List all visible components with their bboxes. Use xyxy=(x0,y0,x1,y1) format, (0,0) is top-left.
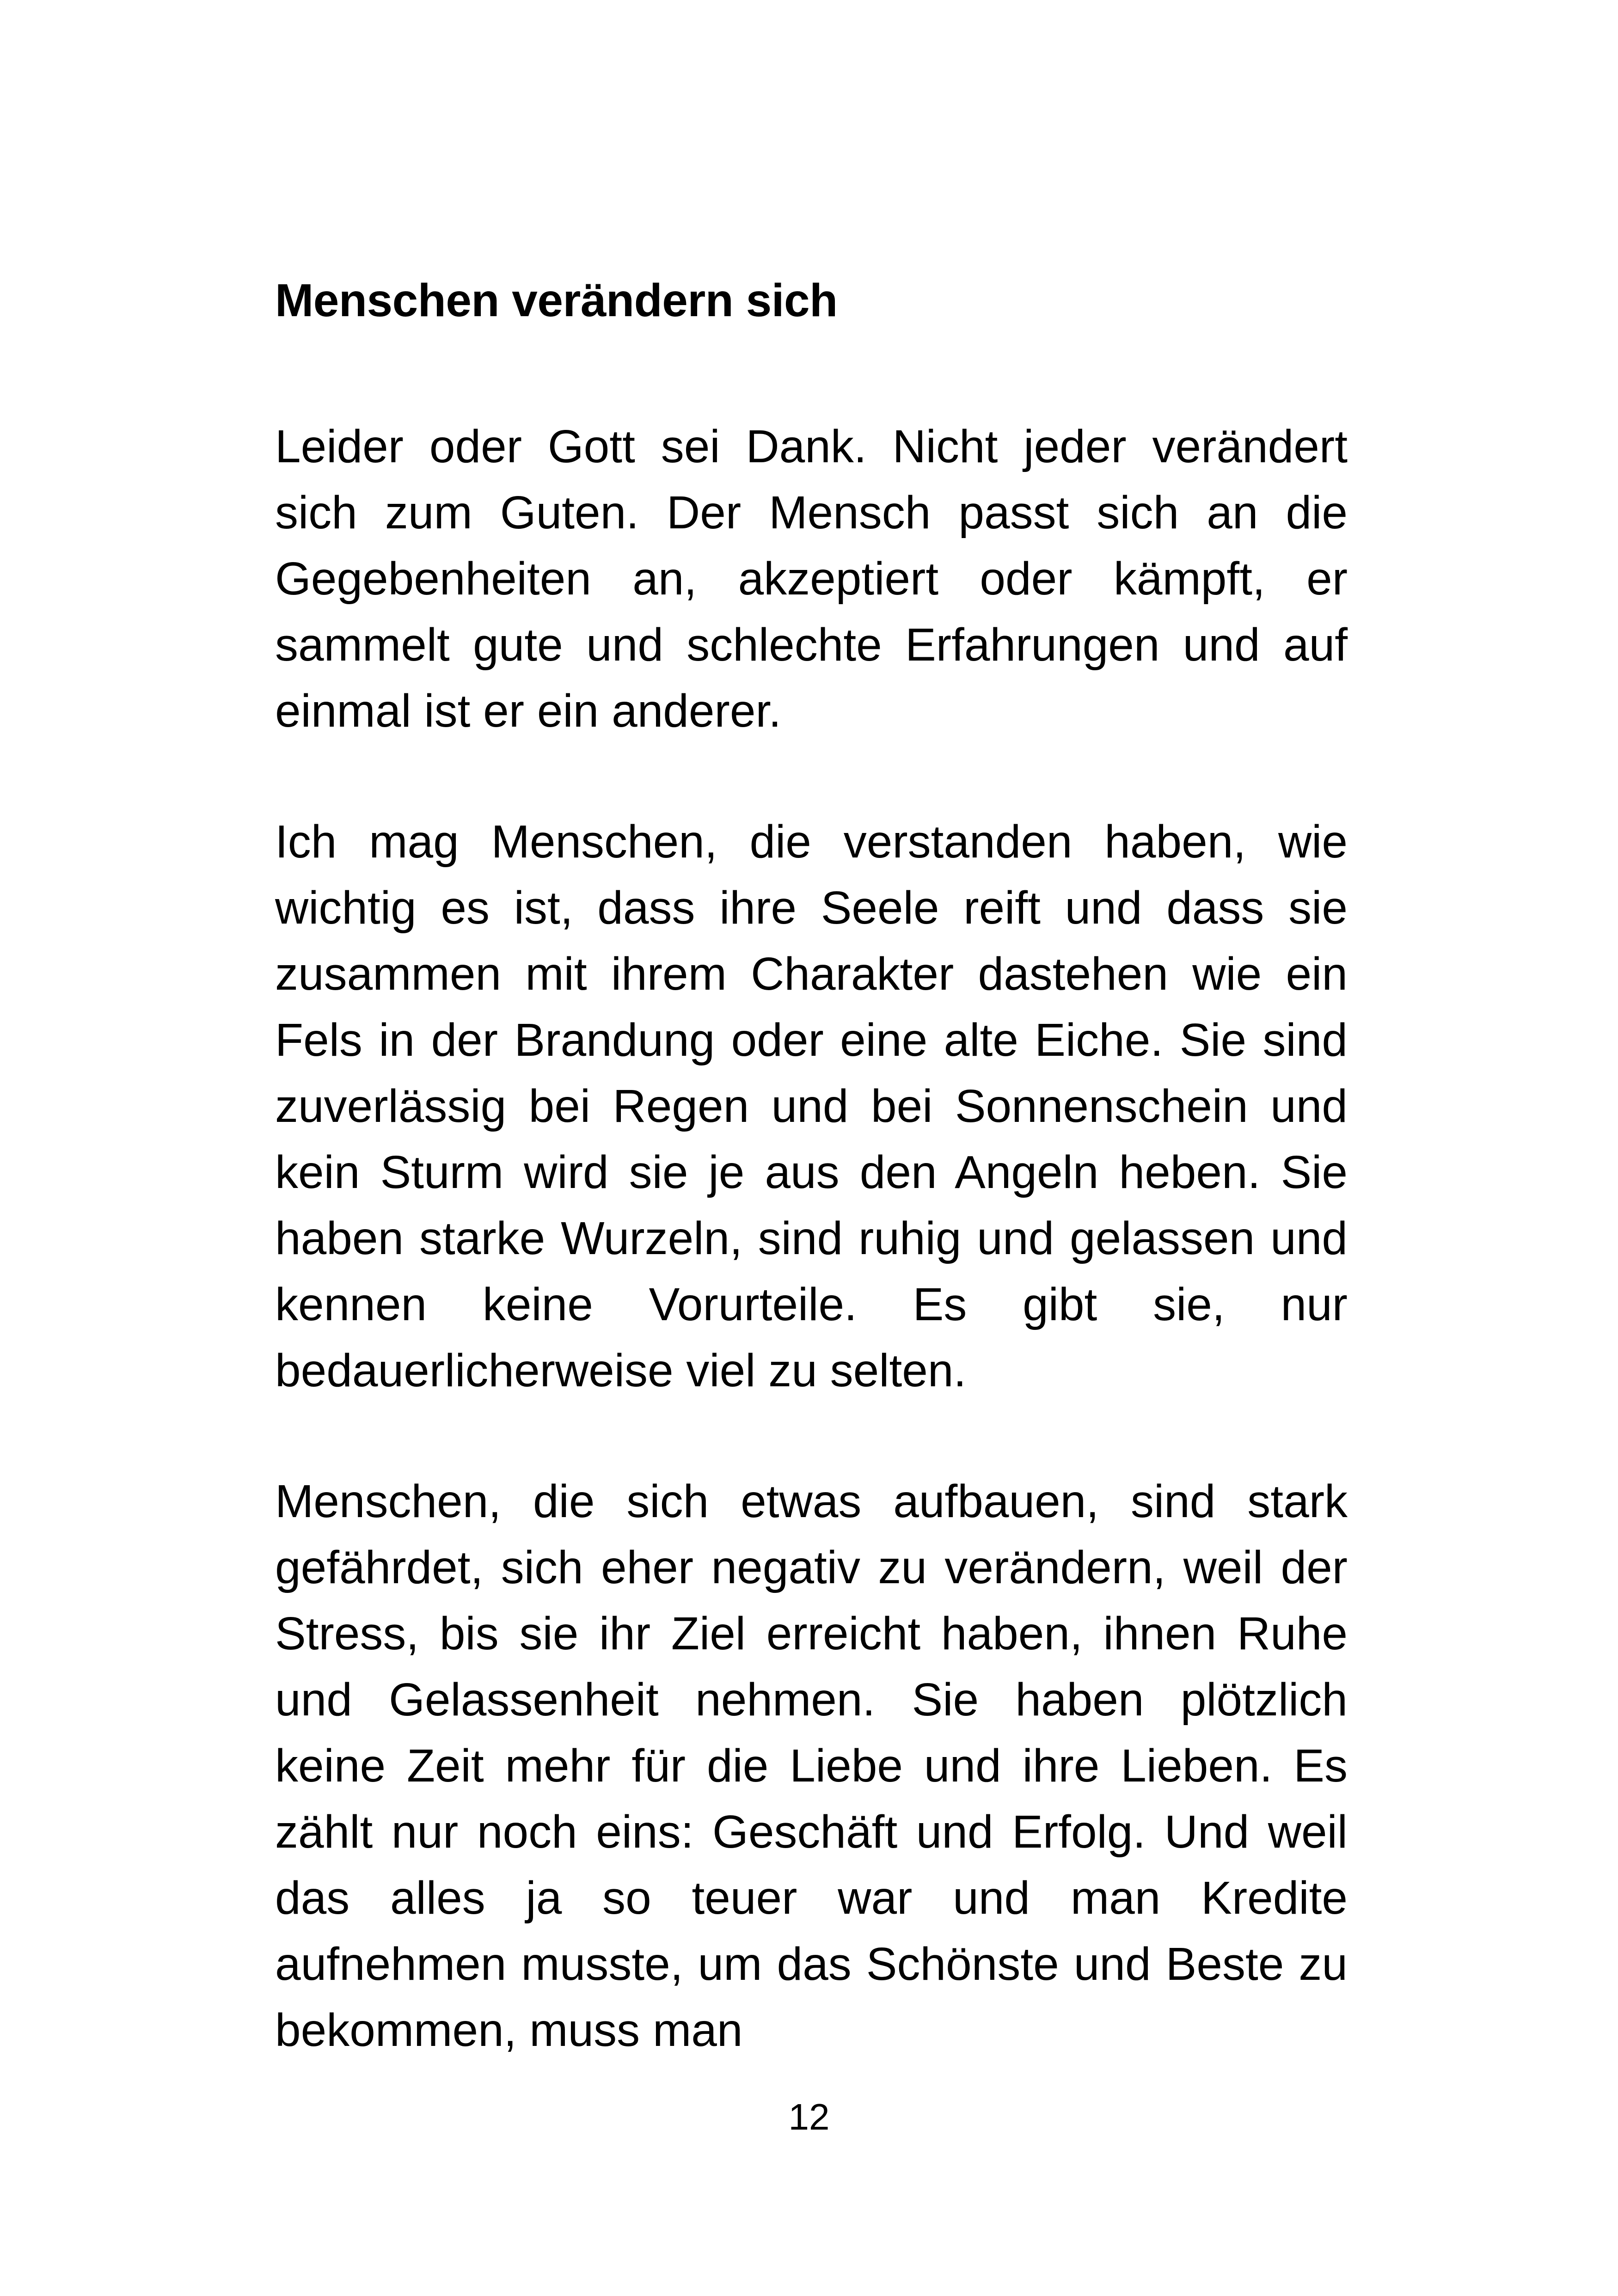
page-content xyxy=(275,273,1348,2063)
paragraph-2: Ich mag Menschen, die verstanden haben, wie wichtig es ist, dass ihre Seele reift und dass sie zusammen mit ihrem Charakter dastehen wie ein Fels in der Brandung oder eine alte Eiche. Sie sind zuverlässig bei Regen und bei Sonnenschein und kein Sturm wird sie je aus den Angeln heben. Sie haben starke Wurzeln, sind ruhig und gelassen und kennen keine Vorurteile. Es gibt sie, nur bedauerlicherweise viel zu selten. xyxy=(275,816,1348,1396)
paragraph-3: Menschen, die sich etwas aufbauen, sind stark gefährdet, sich eher negativ zu verändern, weil der Stress, bis sie ihr Ziel erreicht haben, ihnen Ruhe und Gelassenheit nehmen. Sie haben plötzlich keine Zeit mehr für die Liebe und ihre Lieben. Es zählt nur noch eins: Geschäft und Erfolg. Und weil das alles ja so teuer war und man Kredite aufnehmen musste, um das Schönste und Beste zu bekommen, muss man xyxy=(275,1476,1348,2056)
paragraph-1: Leider oder Gott sei Dank. Nicht jeder verändert sich zum Guten. Der Mensch passt sich an die Gegebenheiten an, akzeptiert oder kämpft, er sammelt gute und schlechte Erfahrungen und auf einmal ist er ein anderer. xyxy=(275,421,1348,737)
page-number: 12 xyxy=(788,2096,830,2137)
chapter-title: Menschen verändern sich xyxy=(275,275,838,326)
